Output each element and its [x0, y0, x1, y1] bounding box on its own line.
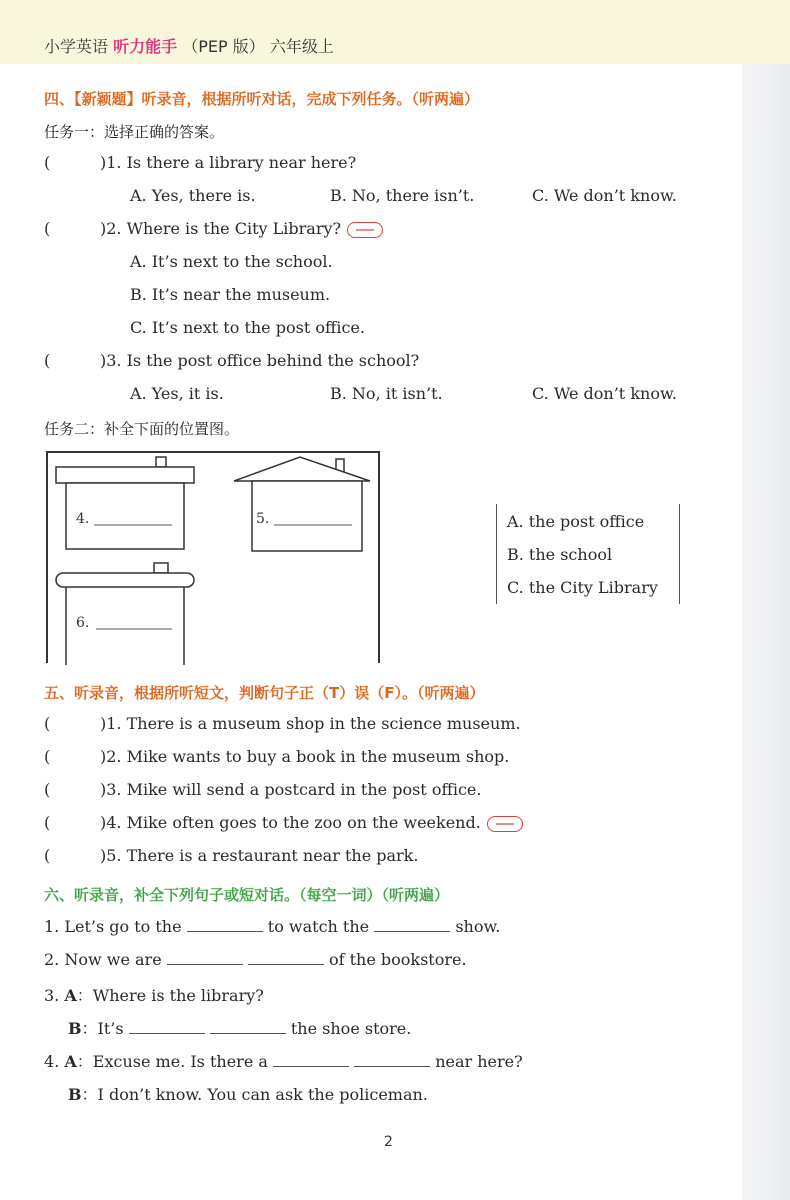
- fill-text: Where is the library?: [92, 986, 264, 1005]
- section-6-heading: 六、听录音，补全下列句子或短对话。（每空一词）（听两遍）: [44, 886, 450, 904]
- answer-bracket[interactable]: (: [44, 846, 51, 865]
- map-label-6: 6.: [76, 615, 90, 631]
- map-label-5: 5.: [256, 511, 270, 527]
- page-edge-shadow: [742, 64, 790, 1200]
- building-6-icon: [56, 563, 194, 665]
- fill-text: 2. Now we are: [44, 950, 162, 969]
- question-number: )1.: [100, 153, 122, 172]
- legend-item-c: C. the City Library: [507, 578, 658, 597]
- answer-bracket[interactable]: (: [44, 153, 51, 172]
- task-2-title: 任务二：补全下面的位置图。: [44, 420, 240, 438]
- location-map-drawing: [48, 453, 382, 665]
- fill-blank[interactable]: [187, 918, 263, 932]
- option-b: B. No, it isn’t.: [330, 384, 443, 403]
- item-text: Mike wants to buy a book in the museum shop.: [126, 747, 510, 766]
- answer-bracket[interactable]: (: [44, 780, 51, 799]
- item-text: There is a museum shop in the science museum.: [126, 714, 521, 733]
- answer-bracket[interactable]: (: [44, 219, 51, 238]
- section-4-heading: [44, 88, 479, 109]
- question-3: [44, 351, 419, 370]
- question-text: Is there a library near here?: [126, 153, 357, 172]
- book-grade: 六年级上: [269, 37, 334, 56]
- item-text: Mike often goes to the zoo on the weekend.: [126, 813, 481, 832]
- fill-text: I don’t know. You can ask the policeman.: [97, 1085, 428, 1104]
- question-1: [44, 153, 356, 172]
- fill-item-3-a: 3. A：Where is the library?: [44, 986, 264, 1005]
- fill-item-3-b: B：It’s the shoe store.: [68, 1019, 412, 1038]
- fill-item-4-a: 4. A：Excuse me. Is there a near here?: [44, 1052, 523, 1071]
- option-a: A. It’s next to the school.: [130, 252, 333, 271]
- option-b: B. No, there isn’t.: [330, 186, 475, 205]
- speaker-label: B: [68, 1019, 82, 1038]
- judge-item-3: [44, 780, 481, 799]
- answer-bracket[interactable]: (: [44, 351, 51, 370]
- key-point-stamp-icon: [347, 222, 383, 238]
- option-c: C. We don’t know.: [532, 186, 677, 205]
- fill-item-4-b: B：I don’t know. You can ask the policeman.: [68, 1085, 428, 1104]
- fill-text: It’s: [97, 1019, 124, 1038]
- judge-item-5: [44, 846, 418, 865]
- speaker-label: A: [64, 986, 77, 1005]
- item-number: )2.: [100, 747, 122, 766]
- question-text: Is the post office behind the school?: [126, 351, 420, 370]
- fill-text: the shoe store.: [290, 1019, 412, 1038]
- speaker-label: A: [64, 1052, 77, 1071]
- fill-blank[interactable]: [167, 951, 243, 965]
- section-4-number: 四、: [44, 90, 75, 108]
- fill-blank[interactable]: [129, 1020, 205, 1034]
- new-question-tag: 【新颖题】: [74, 90, 142, 108]
- option-a: A. Yes, it is.: [130, 384, 224, 403]
- fill-text: show.: [455, 917, 501, 936]
- speaker-label: B: [68, 1085, 82, 1104]
- item-number: )3.: [100, 780, 122, 799]
- fill-blank[interactable]: [374, 918, 450, 932]
- legend-item-b: B. the school: [507, 545, 613, 564]
- task-1-title: 任务一：选择正确的答案。: [44, 123, 225, 141]
- section-4-instruction: 听录音，根据所听对话，完成下列任务。（听两遍）: [141, 90, 480, 108]
- map-label-4: 4.: [76, 511, 90, 527]
- question-text: Where is the City Library?: [126, 219, 342, 238]
- judge-item-2: [44, 747, 509, 766]
- book-title: [44, 34, 334, 57]
- book-brand: 听力能手: [113, 37, 178, 56]
- legend-item-a: A. the post office: [507, 512, 645, 531]
- answer-bracket[interactable]: (: [44, 714, 51, 733]
- building-4-icon: [56, 457, 194, 549]
- option-a: A. Yes, there is.: [130, 186, 256, 205]
- question-2: [44, 219, 383, 238]
- page-number: 2: [384, 1134, 393, 1150]
- fill-blank[interactable]: [248, 951, 324, 965]
- judge-item-4: [44, 813, 523, 832]
- fill-text: 1. Let’s go to the: [44, 917, 182, 936]
- answer-bracket[interactable]: (: [44, 813, 51, 832]
- item-number: )4.: [100, 813, 122, 832]
- item-text: Mike will send a postcard in the post office.: [126, 780, 482, 799]
- section-5-heading: 五、听录音，根据所听短文，判断句子正（T）误（F）。（听两遍）: [44, 684, 485, 702]
- fill-blank[interactable]: [210, 1020, 286, 1034]
- error-prone-stamp-icon: [487, 816, 523, 832]
- fill-blank[interactable]: [354, 1053, 430, 1067]
- fill-item-2: [44, 950, 467, 969]
- fill-text: to watch the: [267, 917, 370, 936]
- location-map: [46, 451, 380, 663]
- fill-item-1: [44, 917, 500, 936]
- option-c: C. We don’t know.: [532, 384, 677, 403]
- fill-text: of the bookstore.: [328, 950, 467, 969]
- book-subject: 小学英语: [44, 37, 109, 56]
- item-number: )5.: [100, 846, 122, 865]
- answer-bracket[interactable]: (: [44, 747, 51, 766]
- judge-item-1: [44, 714, 521, 733]
- book-edition: （PEP 版）: [182, 37, 265, 56]
- building-5-icon: [234, 457, 370, 551]
- item-number: )1.: [100, 714, 122, 733]
- fill-blank[interactable]: [273, 1053, 349, 1067]
- fill-text: near here?: [435, 1052, 523, 1071]
- option-b: B. It’s near the museum.: [130, 285, 331, 304]
- map-legend: [496, 504, 680, 604]
- fill-text: Excuse me. Is there a: [92, 1052, 268, 1071]
- item-text: There is a restaurant near the park.: [126, 846, 419, 865]
- option-c: C. It’s next to the post office.: [130, 318, 365, 337]
- question-number: )2.: [100, 219, 122, 238]
- question-number: )3.: [100, 351, 122, 370]
